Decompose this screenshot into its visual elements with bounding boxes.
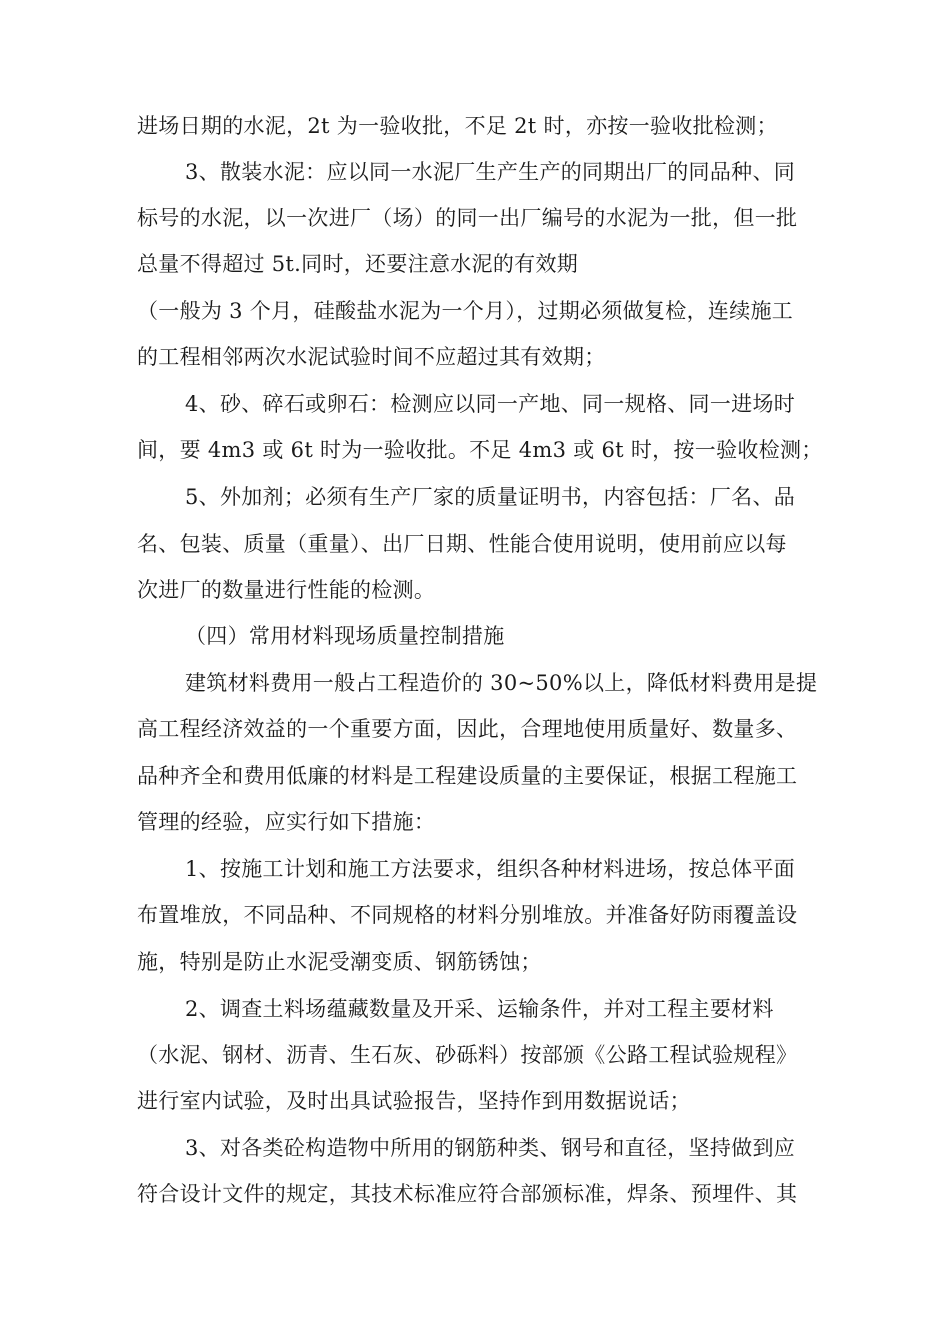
text-line: 5、外加剂；必须有生产厂家的质量证明书，内容包括：厂名、品 <box>185 485 796 509</box>
text-line: 管理的经验，应实行如下措施： <box>137 810 436 834</box>
text-line: 符合设计文件的规定，其技术标准应符合部颁标准，焊条、预埋件、其 <box>137 1182 798 1206</box>
text-line: 标号的水泥，以一次进厂（场）的同一出厂编号的水泥为一批，但一批 <box>137 206 798 230</box>
text-line: 进行室内试验，及时出具试验报告，坚持作到用数据说话； <box>137 1089 691 1113</box>
text-line: （一般为 3 个月，硅酸盐水泥为一个月），过期必须做复检，连续施工 <box>137 299 794 323</box>
text-line: （水泥、钢材、沥青、生石灰、砂砾料）按部颁《公路工程试验规程》 <box>137 1043 798 1067</box>
text-line: 间，要 4m3 或 6t 时为一验收批。不足 4m3 或 6t 时，按一验收检测； <box>137 438 823 462</box>
text-line: 总量不得超过 5t.同时，还要注意水泥的有效期 <box>137 252 579 276</box>
section-heading: （四）常用材料现场质量控制措施 <box>185 624 505 648</box>
text-line: 名、包装、质量（重量）、出厂日期、性能合使用说明，使用前应以每 <box>137 532 787 556</box>
text-line: 2、调查土料场蕴藏数量及开采、运输条件，并对工程主要材料 <box>185 997 774 1021</box>
text-line: 3、对各类砼构造物中所用的钢筋种类、钢号和直径，坚持做到应 <box>185 1136 796 1160</box>
text-line: 品种齐全和费用低廉的材料是工程建设质量的主要保证，根据工程施工 <box>137 764 798 788</box>
text-line: 4、砂、碎石或卵石：检测应以同一产地、同一规格、同一进场时 <box>185 392 796 416</box>
text-line: 高工程经济效益的一个重要方面，因此，合理地使用质量好、数量多、 <box>137 717 798 741</box>
text-line: 建筑材料费用一般占工程造价的 30~50%以上，降低材料费用是提 <box>185 671 818 695</box>
text-line: 施，特别是防止水泥受潮变质、钢筋锈蚀； <box>137 950 542 974</box>
text-line: 次进厂的数量进行性能的检测。 <box>137 578 436 602</box>
text-line: 1、按施工计划和施工方法要求，组织各种材料进场，按总体平面 <box>185 857 796 881</box>
text-line: 的工程相邻两次水泥试验时间不应超过其有效期； <box>137 345 606 369</box>
text-line: 进场日期的水泥，2t 为一验收批，不足 2t 时，亦按一验收批检测； <box>137 114 778 138</box>
text-line: 布置堆放，不同品种、不同规格的材料分别堆放。并准备好防雨覆盖设 <box>137 903 798 927</box>
text-line: 3、散装水泥：应以同一水泥厂生产生产的同期出厂的同品种、同 <box>185 160 796 184</box>
